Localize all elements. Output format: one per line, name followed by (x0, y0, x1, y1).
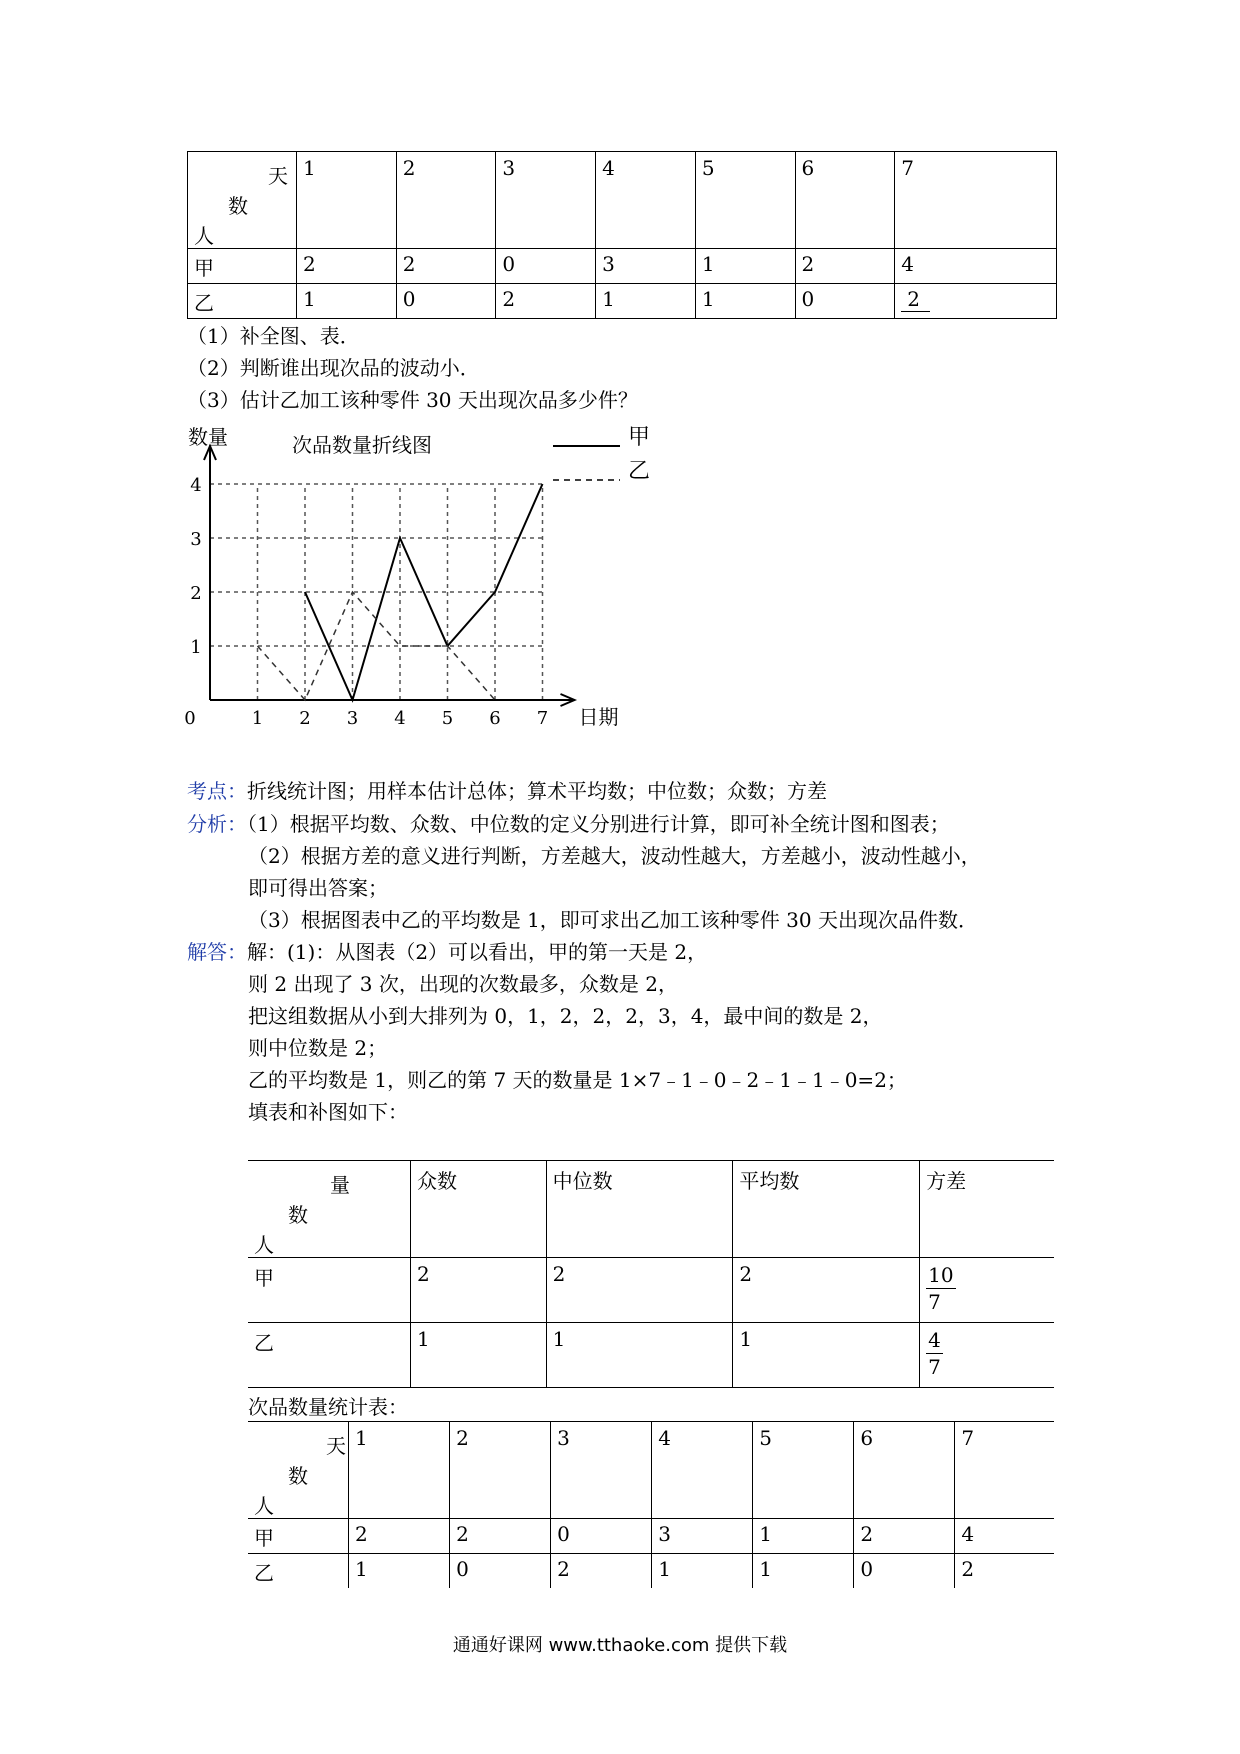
diagonal-header-cell (188, 152, 297, 249)
table-cell: 1 (349, 1554, 450, 1589)
table-cell: 0 (396, 284, 496, 319)
x-tick-label: 2 (299, 708, 311, 729)
fraction (926, 1262, 955, 1315)
table-cell: 1 (753, 1519, 854, 1554)
fenxi-label: 分析： (187, 812, 247, 836)
row-name: 甲 (248, 1258, 411, 1323)
table-cell: 2 (450, 1519, 551, 1554)
col-header-median: 中位数 (546, 1161, 733, 1258)
day-header: 4 (596, 152, 696, 249)
table-cell: 2 (854, 1519, 955, 1554)
legend-label: 甲 (628, 425, 650, 450)
diag-label: 天 (326, 1434, 346, 1458)
table-cell: 2 (551, 1554, 652, 1589)
day-header: 1 (349, 1422, 450, 1519)
table-cell: 2 (496, 284, 596, 319)
diagonal-header-cell (248, 1161, 411, 1258)
y-tick-label: 1 (190, 637, 202, 658)
row-name: 乙 (248, 1323, 411, 1388)
table-cell: 3 (596, 249, 696, 284)
fraction-denominator: 7 (928, 1355, 941, 1379)
table-cell: 2 (546, 1258, 733, 1323)
y-tick-label: 4 (190, 475, 202, 496)
fenxi-line-2: （2）根据方差的意义进行判断，方差越大，波动性越大，方差越小，波动性越小， (248, 844, 981, 868)
table-cell: 1 (411, 1323, 547, 1388)
kaodian-text: 折线统计图；用样本估计总体；算术平均数；中位数；众数；方差 (247, 779, 827, 803)
diag-label: 人 (254, 1233, 274, 1257)
table-cell: 0 (854, 1554, 955, 1589)
defects-summary-table (248, 1421, 1054, 1588)
y-axis-label: 数量 (188, 425, 228, 449)
table-cell: 0 (795, 284, 895, 319)
table-cell: 1 (753, 1554, 854, 1589)
question-1: （1）补全图、表． (187, 324, 360, 348)
x-tick-label: 4 (394, 708, 406, 729)
day-header: 1 (297, 152, 397, 249)
row-name: 乙 (188, 284, 297, 319)
table-cell: 2 (349, 1519, 450, 1554)
table-cell: 1 (546, 1323, 733, 1388)
bottom-table-caption: 次品数量统计表： (248, 1395, 408, 1419)
table-cell: 1 (596, 284, 696, 319)
answer-blank: 2 (901, 287, 930, 312)
fenxi-line-3: 即可得出答案； (248, 876, 388, 900)
table-cell: 4 (955, 1519, 1054, 1554)
kaodian-line (187, 775, 827, 804)
day-header: 5 (753, 1422, 854, 1519)
day-header: 6 (795, 152, 895, 249)
day-header: 5 (695, 152, 795, 249)
day-header: 3 (496, 152, 596, 249)
day-header: 7 (895, 152, 1057, 249)
fraction-numerator: 10 (928, 1263, 954, 1287)
row-name: 乙 (248, 1554, 349, 1589)
row-name: 甲 (188, 249, 297, 284)
table-cell: 2 (733, 1258, 920, 1323)
table-cell: 2 (795, 249, 895, 284)
row-name: 甲 (248, 1519, 349, 1554)
diag-label: 量 (330, 1173, 350, 1197)
y-tick-label: 2 (190, 583, 202, 604)
table-cell: 1 (695, 249, 795, 284)
table-cell: 1 (297, 284, 397, 319)
x-tick-label: 7 (536, 708, 549, 729)
question-2: （2）判断谁出现次品的波动小． (187, 356, 480, 380)
daily-defects-table (187, 151, 1057, 319)
jieda-text: 解：(1)：从图表（2）可以看出，甲的第一天是 2， (247, 940, 708, 964)
fenxi-line-1 (187, 808, 950, 837)
jieda-line-5: 乙的平均数是 1，则乙的第 7 天的数量是 1×7﹣1﹣0﹣2﹣1﹣1﹣0=2； (248, 1068, 907, 1092)
day-header: 3 (551, 1422, 652, 1519)
question-3: （3）估计乙加工该种零件 30 天出现次品多少件？ (187, 388, 638, 412)
table-cell: 0 (496, 249, 596, 284)
x-tick-label: 3 (346, 708, 359, 729)
kaodian-label: 考点： (187, 779, 247, 803)
jieda-line-3: 把这组数据从小到大排列为 0，1，2，2，2，3，4，最中间的数是 2， (248, 1004, 883, 1028)
table-cell: 3 (652, 1519, 753, 1554)
table-cell: 1 (733, 1323, 920, 1388)
col-header-mode: 众数 (411, 1161, 547, 1258)
diag-label: 天 (268, 164, 288, 188)
fenxi-text: （1）根据平均数、众数、中位数的定义分别进行计算，即可补全统计图和图表； (247, 812, 950, 836)
table-cell: 2 (396, 249, 496, 284)
jieda-line-2: 则 2 出现了 3 次，出现的次数最多，众数是 2， (248, 972, 678, 996)
table-cell: 2 (297, 249, 397, 284)
fraction-denominator: 7 (928, 1290, 941, 1314)
day-header: 6 (854, 1422, 955, 1519)
x-tick-label: 1 (251, 708, 264, 729)
table-cell: 2 (955, 1554, 1054, 1589)
line-chart (180, 418, 650, 738)
fenxi-line-4: （3）根据图表中乙的平均数是 1，即可求出乙加工该种零件 30 天出现次品件数． (248, 908, 978, 932)
jieda-line-1 (187, 936, 707, 965)
table-cell: 2 (411, 1258, 547, 1323)
jieda-line-6: 填表和补图如下： (248, 1100, 408, 1124)
fraction-numerator: 4 (928, 1328, 941, 1352)
table-cell: 0 (551, 1519, 652, 1554)
x-axis-label: 日期 (578, 705, 619, 729)
legend-label: 乙 (628, 459, 650, 484)
day-header: 2 (450, 1422, 551, 1519)
jieda-label: 解答： (187, 940, 247, 964)
variance-cell (920, 1323, 1054, 1388)
day-header: 7 (955, 1422, 1054, 1519)
jieda-line-4: 则中位数是 2； (248, 1036, 388, 1060)
diag-label: 数 (228, 194, 248, 218)
table-cell-underlined (895, 284, 1057, 319)
day-header: 4 (652, 1422, 753, 1519)
col-header-mean: 平均数 (733, 1161, 920, 1258)
origin-label: 0 (184, 708, 196, 729)
variance-cell (920, 1258, 1054, 1323)
x-tick-label: 6 (489, 708, 501, 729)
table-cell: 0 (450, 1554, 551, 1589)
table-cell: 4 (895, 249, 1057, 284)
table-cell: 1 (652, 1554, 753, 1589)
y-tick-label: 3 (190, 529, 202, 550)
diag-label: 人 (194, 224, 214, 248)
chart-title: 次品数量折线图 (292, 433, 432, 457)
diagonal-header-cell (248, 1422, 349, 1519)
footer-credit: 通通好课网 www.tthaoke.com 提供下载 (452, 1635, 788, 1656)
diag-label: 数 (288, 1464, 308, 1488)
day-header: 2 (396, 152, 496, 249)
diag-label: 数 (288, 1203, 308, 1227)
table-cell: 1 (695, 284, 795, 319)
col-header-variance: 方差 (920, 1161, 1054, 1258)
statistics-table (248, 1160, 1054, 1388)
diag-label: 人 (254, 1494, 274, 1518)
x-tick-label: 5 (441, 708, 454, 729)
fraction (926, 1327, 943, 1380)
